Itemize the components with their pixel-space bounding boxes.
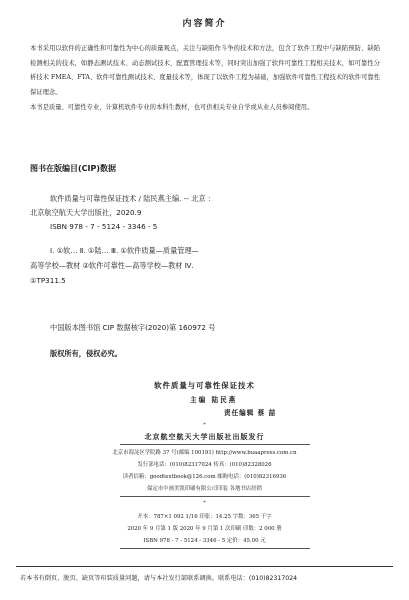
colophon-phone: 发行部电话：(010)82317024 传真：(010)82328026: [137, 462, 272, 468]
colophon-divider: [120, 444, 310, 445]
colophon-edition: 2020 年 9 月第 1 版 2020 年 9 月第 1 次印刷 印数：2 000 册: [127, 526, 282, 532]
footer-rule: [16, 566, 393, 567]
cip-line-4: Ⅰ. ①软… Ⅱ. ①陆… Ⅲ. ①软件质量—质量管理—: [50, 246, 199, 255]
summary-paragraph-2: 本书是质量、可靠性专业，计算机软件专业的本科生教材，也可供相关专业自学或从业人员参阅使用。: [30, 104, 314, 111]
separator-star-2: *: [203, 500, 206, 506]
colophon-responsible-editor: 责任编辑 蔡 喆: [224, 409, 277, 417]
colophon-email: 读者信箱：goodtextbook@126.com 邮购电话：(010)82316936: [122, 474, 287, 480]
colophon-address: 北京市海淀区学院路 37 号(邮编 100191) http://www.buaapress.com.cn: [112, 450, 297, 456]
colophon-divider-2: [120, 496, 310, 497]
cip-line-1: 软件质量与可靠性保证技术 / 陆民燕主编. -- 北京 ：: [50, 194, 216, 203]
colophon-specs: 开本：787×1 092 1/16 印张：14.25 字数：365 千字: [137, 514, 272, 520]
colophon-editor: 主编 陆民燕: [190, 396, 238, 404]
separator-star: *: [203, 422, 206, 428]
cip-number-line: 中国版本图书馆 CIP 数据核字(2020)第 160972 号: [50, 323, 216, 332]
cip-line-2: 北京航空航天大学出版社，2020.9: [30, 208, 142, 217]
summary-paragraph-1: 本书采用以软件的正确性和可靠性为中心的质量观点，关注与缺陷作斗争的技术和方法，包含了软件工程中与缺陷预防、缺陷检测相关的技术，如静态测试技术、动态测试技术、配置管理技术等，同时突出加强了软件可靠性工程相关技术，如可靠性分析技术 FMEA、FTA、软件可靠性测试技术、度量技术等，体现了以软件工程为基础，加强软件可靠性工程技术的软件可靠性保证理念。: [30, 45, 380, 96]
colophon-isbn-price: ISBN 978 - 7 - 5124 - 3346 - 5 定价：45.00 元: [143, 538, 266, 544]
colophon-book-title: 软件质量与可靠性保证技术: [154, 381, 255, 390]
cip-line-5: 高等学校—教材 ②软件可靠性—高等学校—教材 Ⅳ.: [30, 261, 194, 270]
footer-note: 若本书有倒页、脱页、缺页等印装质量问题，请与本社发行部联系调换。联系电话：(010)82317024: [20, 575, 298, 582]
rights-statement: 版权所有，侵权必究。: [50, 349, 122, 358]
colophon-publisher: 北京航空航天大学出版社出版发行: [144, 432, 265, 441]
colophon-printer: 保定市中画美凯印刷有限公司印装 各地书店经销: [147, 486, 262, 492]
summary-title: 内容简介: [182, 19, 227, 29]
colophon-divider-3: [120, 548, 310, 549]
cip-line-6: ①TP311.5: [30, 276, 66, 285]
cip-line-3: ISBN 978 - 7 - 5124 - 3346 - 5: [50, 222, 158, 231]
cip-title: 图书在版编目(CIP)数据: [30, 164, 117, 173]
